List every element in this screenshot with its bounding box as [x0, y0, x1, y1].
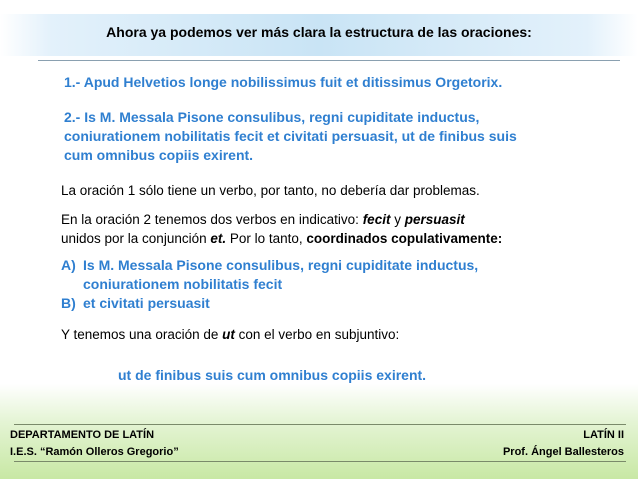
slide-title: Ahora ya podemos ver más clara la estructura de las oraciones:	[106, 24, 532, 40]
example-sentence-2	[64, 108, 604, 165]
para2-text-2: y	[390, 212, 405, 227]
para3-text-1: Y tenemos una oración de	[61, 327, 223, 342]
clause-list	[61, 256, 478, 313]
footer-department: DEPARTAMENTO DE LATÍN	[10, 429, 155, 441]
paragraph-2-line-1	[61, 210, 502, 229]
verb-fecit: fecit	[362, 212, 391, 227]
footer-top-rule	[14, 424, 626, 425]
paragraph-sentence-2	[61, 210, 502, 248]
paragraph-2-line-2	[61, 229, 502, 248]
verb-persuasit: persuasit	[404, 212, 465, 227]
paragraph-sentence-1: La oración 1 sólo tiene un verbo, por tanto, no debería dar problemas.	[61, 183, 480, 198]
clause-a-line-1: Is M. Messala Pisone consulibus, regni cupiditate inductus,	[83, 257, 479, 273]
clause-b-line-1: et civitati persuasit	[83, 295, 210, 311]
clause-b	[61, 294, 478, 313]
para2-text-1: En la oración 2 tenemos dos verbos en indicativo:	[61, 212, 363, 227]
para3-text-2: con el verbo en subjuntivo:	[234, 327, 400, 342]
conjunction-ut: ut	[222, 327, 235, 342]
coordination-label: coordinados copulativamente:	[306, 231, 503, 246]
footer-bottom-rule	[14, 461, 626, 462]
paragraph-subjunctive	[61, 325, 399, 344]
example-2-line-2: coniurationem nobilitatis fecit et civitati persuasit, ut de finibus suis	[64, 128, 517, 144]
subordinate-clause: ut de finibus suis cum omnibus copiis exirent.	[118, 367, 427, 383]
para2-text-4: Por lo tanto,	[226, 231, 307, 246]
example-2-line-1: 2.- Is M. Messala Pisone consulibus, regni cupiditate inductus,	[64, 109, 480, 125]
conjunction-et: et.	[210, 231, 227, 246]
para2-text-3: unidos por la conjunción	[61, 231, 211, 246]
footer-course: LATÍN II	[583, 429, 624, 441]
footer-teacher: Prof. Ángel Ballesteros	[502, 446, 624, 458]
clause-b-marker: B)	[61, 295, 76, 311]
clause-a	[61, 256, 478, 275]
example-2-line-3: cum omnibus copiis exirent.	[64, 147, 254, 163]
clause-a-line-2: coniurationem nobilitatis fecit	[83, 276, 283, 292]
footer-school: I.E.S. “Ramón Olleros Gregorio”	[10, 446, 179, 458]
clause-a-marker: A)	[61, 257, 76, 273]
title-divider	[38, 60, 620, 61]
example-sentence-1: 1.- Apud Helvetios longe nobilissimus fuit et ditissimus Orgetorix.	[64, 74, 503, 90]
